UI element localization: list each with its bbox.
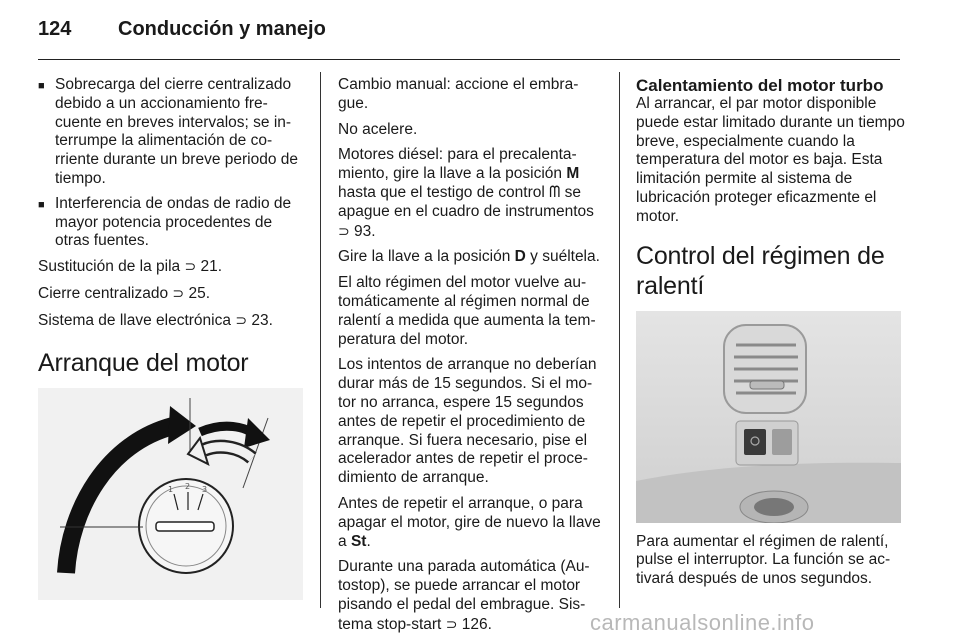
cross-reference — [38, 311, 308, 331]
paragraph — [338, 146, 608, 241]
paragraph — [338, 495, 608, 551]
ignition-illustration-svg — [38, 388, 303, 600]
reference-text: Cierre centralizado — [38, 284, 169, 302]
reference-text: Sustitución de la pila — [38, 258, 181, 276]
page-number: 124 — [38, 18, 72, 40]
key-position-label: D — [514, 248, 526, 266]
page-arrow-icon: ⊃ — [445, 615, 458, 632]
column-2 — [338, 76, 608, 642]
paragraph — [338, 248, 608, 267]
text: Motores diésel: para el precalenta-miento, gire la llave a la posición — [338, 146, 577, 183]
bullet-text: Interferencia de ondas de radio de mayor potencia procedentes de otras fuentes. — [55, 194, 292, 250]
paragraph: Cambio manual: accione el embra-gue. — [338, 76, 579, 112]
svg-text:1: 1 — [168, 484, 174, 494]
bullet-text: Sobrecarga del cierre centralizado debido a un accionamiento fre-cuente en breves intervalos; se in-terrumpe la alimentación de co-rriente durante un breve periodo de tiempo. — [55, 76, 298, 187]
paragraph — [338, 558, 608, 634]
key-position-label: M — [566, 165, 580, 183]
bullet-square-icon: ■ — [38, 80, 45, 92]
cross-reference — [38, 284, 308, 304]
glow-plug-icon: ᗰ — [549, 183, 561, 201]
paragraph: Los intentos de arranque no deberían durar más de 15 segundos. Si el mo-tor no arranca, espere 15 segundos antes de repetir el procedimiento de arranque. Si fuera necesario, pise el acelerador antes de repetir el proce-dimiento de arranque. — [338, 356, 597, 487]
text: Gire la llave a la posición — [338, 248, 511, 266]
text: Durante una parada automática (Au-tostop), se puede arrancar el motor pisando el pedal del embrague. Sis-tema stop-start — [338, 558, 590, 633]
column-divider — [320, 72, 321, 608]
subsection-heading: Calentamiento del motor turbo — [636, 76, 884, 95]
reference-page: 93. — [354, 222, 376, 240]
chapter-title: Conducción y manejo — [118, 18, 326, 40]
column-divider — [619, 72, 620, 608]
text: Antes de repetir el arranque, o para apagar el motor, gire de nuevo la llave a — [338, 494, 601, 550]
paragraph: Para aumentar el régimen de ralentí, pulse el interruptor. La función se ac-tivará después de unos segundos. — [636, 532, 891, 588]
section-heading: Arranque del motor — [38, 348, 249, 377]
column-1 — [38, 76, 308, 600]
svg-text:2: 2 — [185, 481, 191, 491]
paragraph: No acelere. — [338, 120, 418, 138]
reference-page: 25. — [188, 284, 211, 302]
text: hasta que el testigo de control — [338, 183, 545, 201]
reference-page: 21. — [200, 258, 223, 276]
idle-switch-svg — [636, 311, 901, 523]
text: . — [366, 532, 371, 550]
paragraph: Al arrancar, el par motor disponible puede estar limitado durante un tiempo breve, especialmente cuando la temperatura del motor es baja. Esta limitación permite al sistema de lubricación proteger eficazmente el motor. — [636, 95, 905, 225]
section-heading: Control del régimen de ralentí — [636, 241, 885, 300]
page-arrow-icon: ⊃ — [235, 311, 248, 328]
reference-page: 126. — [461, 615, 492, 633]
page-arrow-icon: ⊃ — [184, 258, 197, 275]
svg-text:3: 3 — [202, 484, 208, 494]
watermark: carmanualsonline.info — [590, 610, 815, 635]
text: y suéltela. — [530, 248, 600, 266]
idle-switch-photo — [636, 311, 901, 523]
text: se apague en el cuadro de instrumentos — [338, 183, 594, 220]
page-header — [38, 14, 902, 62]
bullet-square-icon: ■ — [38, 198, 45, 211]
list-item — [38, 76, 308, 189]
page-arrow-icon: ⊃ — [338, 222, 350, 239]
key-position-label: St — [350, 532, 367, 550]
ignition-key-illustration — [38, 388, 303, 600]
column-3 — [636, 76, 906, 596]
page-arrow-icon: ⊃ — [172, 284, 185, 301]
list-item — [38, 195, 308, 251]
paragraph: El alto régimen del motor vuelve au-tomáticamente al régimen normal de ralentí a medida que aumenta la tem-peratura del motor. — [338, 274, 596, 348]
header-rule — [38, 59, 900, 60]
reference-text: Sistema de llave electrónica — [38, 311, 231, 329]
reference-page: 23. — [251, 311, 273, 329]
cross-reference — [38, 257, 308, 277]
